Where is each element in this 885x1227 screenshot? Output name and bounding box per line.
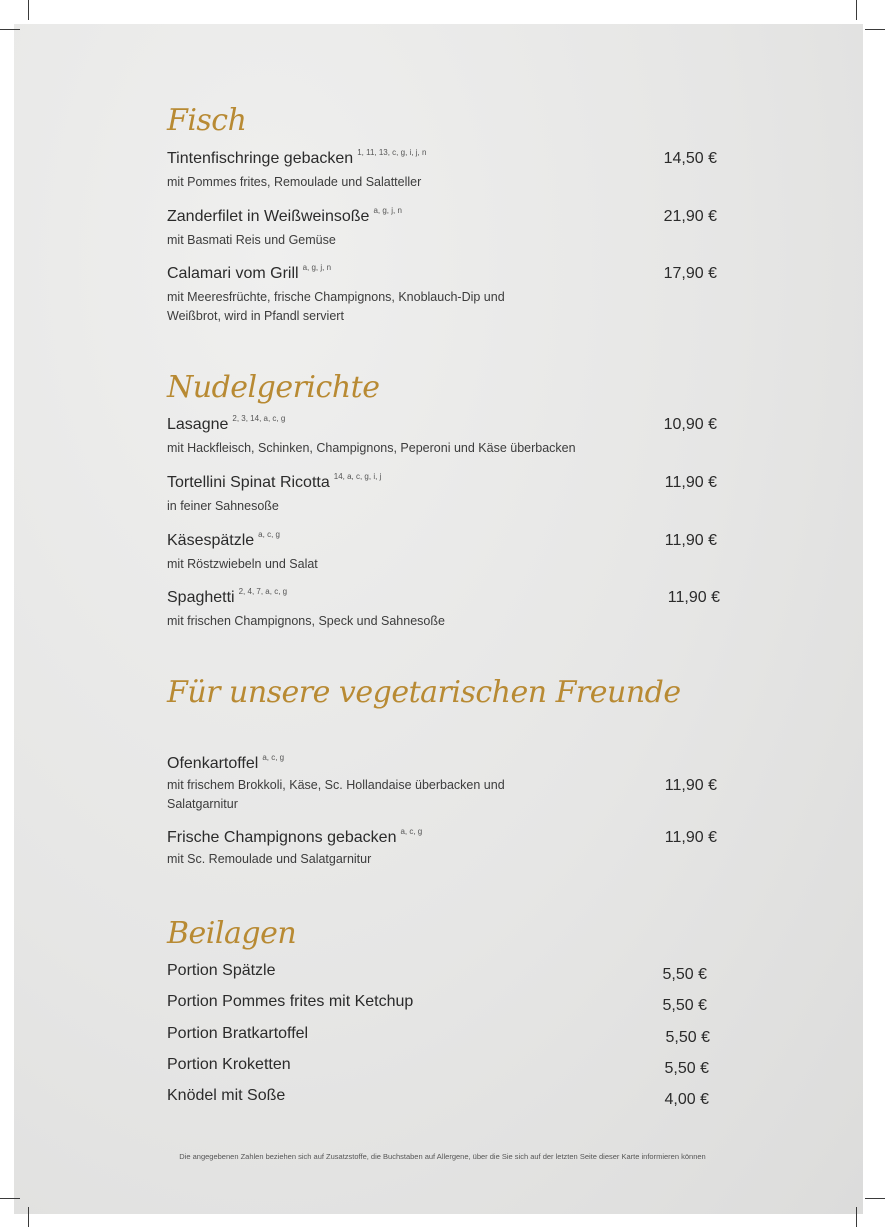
item-name: Frische Champignons gebacken $^{a, c, g}$	[167, 827, 423, 846]
item-description: mit Hackfleisch, Schinken, Champignons, Peperoni und Käse überbacken	[167, 441, 576, 455]
allergen-codes: 14, a, c, g, i, j	[333, 472, 382, 481]
item-price: 21,90 €	[663, 208, 717, 225]
crop-mark	[0, 1198, 20, 1199]
item-price: 11,90 €	[664, 532, 717, 549]
section-title-fisch: Fisch	[167, 103, 247, 138]
menu-item	[167, 755, 727, 817]
allergen-codes: 1, 11, 13, c, g, i, j, n	[357, 148, 427, 157]
item-name: Lasagne $^{2, 3, 14, a, c, g}$	[167, 414, 286, 433]
item-name: Ofenkartoffel $^{a, c, g}$	[167, 753, 285, 772]
item-name: Portion Bratkartoffel	[167, 1025, 309, 1042]
allergen-codes: a, g, j, n	[302, 263, 332, 272]
menu-item	[167, 1056, 727, 1080]
allergen-codes: a, c, g	[400, 827, 423, 836]
menu-item	[167, 962, 727, 986]
item-price: 11,90 €	[664, 777, 717, 794]
menu-item	[167, 589, 727, 649]
menu-item	[167, 1087, 727, 1111]
crop-mark	[856, 1207, 857, 1227]
item-name: Portion Spätzle	[167, 962, 276, 979]
allergen-codes: 2, 3, 14, a, c, g	[232, 414, 286, 423]
menu-item	[167, 1025, 727, 1049]
item-description: mit Sc. Remoulade und Salatgarnitur	[167, 852, 372, 866]
item-name: Käsespätzle $^{a, c, g}$	[167, 530, 280, 549]
item-name: Portion Kroketten	[167, 1056, 291, 1073]
item-name: Calamari vom Grill $^{a, g, j, n}$	[167, 263, 332, 282]
item-description: mit Röstzwiebeln und Salat	[167, 557, 318, 571]
allergen-codes: a, c, g	[258, 530, 280, 539]
item-name: Zanderfilet in Weißweinsoße $^{a, g, j, n}$	[167, 206, 402, 225]
item-description: mit Meeresfrüchte, frische Champignons, Knoblauch-Dip und Weißbrot, wird in Pfandl serviert	[167, 290, 505, 323]
item-price: 17,90 €	[663, 265, 717, 282]
item-name: Tintenfischringe gebacken $^{1, 11, 13, c, g, i, j, n}$	[167, 148, 427, 167]
menu-item	[167, 474, 727, 534]
item-price: 4,00 €	[664, 1091, 709, 1108]
item-price: 11,90 €	[667, 589, 720, 606]
item-name: Tortellini Spinat Ricotta $^{14, a, c, g, i, j}$	[167, 472, 382, 491]
item-description: mit Pommes frites, Remoulade und Salatteller	[167, 175, 422, 189]
section-title-vegetarisch: Für unsere vegetarischen Freunde	[167, 675, 681, 710]
crop-mark	[865, 1198, 885, 1199]
item-price: 5,50 €	[665, 1029, 710, 1046]
allergen-codes: a, c, g	[262, 753, 285, 762]
item-name: Portion Pommes frites mit Ketchup	[167, 993, 414, 1010]
menu-item	[167, 416, 727, 476]
menu-item	[167, 993, 727, 1017]
item-price: 11,90 €	[664, 474, 717, 491]
crop-mark	[856, 0, 857, 20]
section-title-beilagen: Beilagen	[167, 916, 297, 951]
item-price: 5,50 €	[662, 997, 707, 1014]
menu-item	[167, 208, 727, 268]
item-description: mit frischen Champignons, Speck und Sahnesoße	[167, 614, 445, 628]
menu-item	[167, 150, 727, 210]
menu-item	[167, 829, 727, 889]
item-name: Spaghetti $^{2, 4, 7, a, c, g}$	[167, 587, 288, 606]
allergen-codes: a, g, j, n	[373, 206, 402, 215]
item-price: 5,50 €	[664, 1060, 709, 1077]
item-price: 14,50 €	[663, 150, 717, 167]
item-description: in feiner Sahnesoße	[167, 499, 279, 513]
section-title-nudelgerichte: Nudelgerichte	[167, 370, 380, 405]
crop-mark	[0, 29, 20, 30]
crop-mark	[865, 29, 885, 30]
item-price: 10,90 €	[663, 416, 717, 433]
item-price: 5,50 €	[662, 966, 707, 983]
menu-item	[167, 532, 727, 592]
crop-mark	[28, 0, 29, 20]
item-name: Knödel mit Soße	[167, 1087, 286, 1104]
allergen-codes: 2, 4, 7, a, c, g	[238, 587, 288, 596]
item-price: 11,90 €	[664, 829, 717, 846]
item-description: mit Basmati Reis und Gemüse	[167, 233, 336, 247]
item-description: mit frischem Brokkoli, Käse, Sc. Hollandaise überbacken und Salatgarnitur	[167, 778, 505, 811]
menu-item	[167, 265, 727, 335]
crop-mark	[28, 1207, 29, 1227]
allergen-footnote: Die angegebenen Zahlen beziehen sich auf Zusatzstoffe, die Buchstaben auf Allergene, über die Sie sich auf der letzten Seite dieser Karte informieren können	[179, 1152, 706, 1161]
